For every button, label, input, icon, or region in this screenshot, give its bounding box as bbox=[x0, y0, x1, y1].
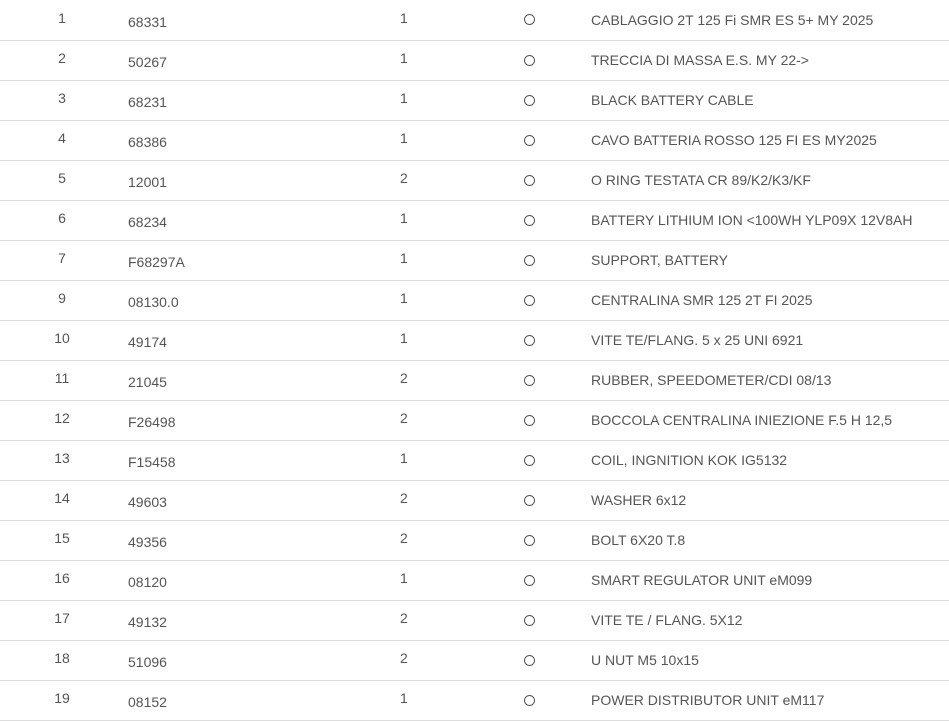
table-row bbox=[0, 360, 949, 400]
quantity-cell bbox=[400, 640, 524, 680]
select-cell bbox=[524, 400, 591, 440]
code-cell bbox=[128, 40, 400, 80]
select-radio[interactable] bbox=[524, 55, 535, 66]
position-cell bbox=[0, 560, 128, 600]
quantity-cell bbox=[400, 680, 524, 720]
description-cell bbox=[591, 440, 949, 480]
part-description: RUBBER, SPEEDOMETER/CDI 08/13 bbox=[591, 372, 832, 388]
part-code: 68234 bbox=[128, 214, 167, 230]
part-description: COIL, INGNITION KOK IG5132 bbox=[591, 452, 788, 468]
quantity-cell bbox=[400, 40, 524, 80]
position-number: 12 bbox=[54, 410, 70, 426]
position-cell bbox=[0, 240, 128, 280]
table-row bbox=[0, 480, 949, 520]
part-description: CABLAGGIO 2T 125 Fi SMR ES 5+ MY 2025 bbox=[591, 11, 874, 28]
position-number: 7 bbox=[58, 250, 66, 266]
quantity-cell bbox=[400, 240, 524, 280]
code-cell bbox=[128, 600, 400, 640]
table-row bbox=[0, 200, 949, 240]
position-number: 3 bbox=[58, 90, 66, 106]
description-cell bbox=[591, 80, 949, 120]
code-cell bbox=[128, 640, 400, 680]
quantity: 2 bbox=[400, 650, 408, 666]
table-row bbox=[0, 400, 949, 440]
quantity-cell bbox=[400, 360, 524, 400]
table-row bbox=[0, 40, 949, 80]
quantity: 1 bbox=[400, 450, 408, 466]
part-description: U NUT M5 10x15 bbox=[591, 652, 699, 668]
select-radio[interactable] bbox=[524, 14, 535, 25]
quantity-cell bbox=[400, 440, 524, 480]
quantity: 2 bbox=[400, 490, 408, 506]
table-row bbox=[0, 160, 949, 200]
select-cell bbox=[524, 520, 591, 560]
description-cell bbox=[591, 480, 949, 520]
select-cell bbox=[524, 480, 591, 520]
part-code: 51096 bbox=[128, 654, 167, 670]
quantity-cell bbox=[400, 160, 524, 200]
select-radio[interactable] bbox=[524, 535, 535, 546]
select-radio[interactable] bbox=[524, 455, 535, 466]
select-radio[interactable] bbox=[524, 215, 535, 226]
part-code: 08130.0 bbox=[128, 294, 179, 310]
position-number: 14 bbox=[54, 490, 70, 506]
part-description: TRECCIA DI MASSA E.S. MY 22-> bbox=[591, 52, 809, 68]
part-description: SMART REGULATOR UNIT eM099 bbox=[591, 572, 813, 588]
table-row bbox=[0, 520, 949, 560]
table-row bbox=[0, 440, 949, 480]
position-number: 2 bbox=[58, 50, 66, 66]
quantity: 1 bbox=[400, 130, 408, 146]
select-cell bbox=[524, 120, 591, 160]
part-description: O RING TESTATA CR 89/K2/K3/KF bbox=[591, 172, 811, 188]
description-cell bbox=[591, 240, 949, 280]
position-number: 17 bbox=[54, 610, 70, 626]
select-cell bbox=[524, 200, 591, 240]
part-description: SUPPORT, BATTERY bbox=[591, 252, 728, 268]
position-number: 5 bbox=[58, 170, 66, 186]
part-code: 68386 bbox=[128, 134, 167, 150]
code-cell bbox=[128, 320, 400, 360]
position-cell bbox=[0, 440, 128, 480]
part-code: 08120 bbox=[128, 574, 167, 590]
position-number: 18 bbox=[54, 650, 70, 666]
position-cell bbox=[0, 520, 128, 560]
quantity-cell bbox=[400, 600, 524, 640]
description-cell bbox=[591, 520, 949, 560]
table-row bbox=[0, 280, 949, 320]
code-cell bbox=[128, 480, 400, 520]
code-cell bbox=[128, 160, 400, 200]
position-cell bbox=[0, 120, 128, 160]
position-cell bbox=[0, 200, 128, 240]
quantity-cell bbox=[400, 80, 524, 120]
code-cell bbox=[128, 280, 400, 320]
select-cell bbox=[524, 680, 591, 720]
quantity-cell bbox=[400, 400, 524, 440]
part-description: BLACK BATTERY CABLE bbox=[591, 92, 754, 108]
select-radio[interactable] bbox=[524, 255, 535, 266]
position-number: 11 bbox=[54, 370, 70, 386]
select-radio[interactable] bbox=[524, 575, 535, 586]
description-cell bbox=[591, 320, 949, 360]
table-row bbox=[0, 240, 949, 280]
select-cell bbox=[524, 240, 591, 280]
description-cell bbox=[591, 0, 949, 40]
part-description: CENTRALINA SMR 125 2T FI 2025 bbox=[591, 292, 813, 308]
position-cell bbox=[0, 400, 128, 440]
part-code: 50267 bbox=[128, 54, 167, 70]
table-row bbox=[0, 640, 949, 680]
table-row bbox=[0, 680, 949, 720]
quantity: 1 bbox=[400, 9, 408, 26]
part-description: WASHER 6x12 bbox=[591, 492, 687, 508]
position-number: 4 bbox=[58, 130, 66, 146]
select-radio[interactable] bbox=[524, 295, 535, 306]
position-cell bbox=[0, 320, 128, 360]
position-number: 16 bbox=[54, 570, 70, 586]
part-code: 08152 bbox=[128, 694, 167, 710]
quantity-cell bbox=[400, 0, 524, 40]
part-description: POWER DISTRIBUTOR UNIT eM117 bbox=[591, 692, 825, 708]
position-number: 6 bbox=[58, 210, 66, 226]
position-number: 1 bbox=[58, 9, 66, 26]
select-cell bbox=[524, 320, 591, 360]
quantity-cell bbox=[400, 480, 524, 520]
part-description: VITE TE/FLANG. 5 x 25 UNI 6921 bbox=[591, 332, 804, 348]
part-description: BATTERY LITHIUM ION <100WH YLP09X 12V8AH bbox=[591, 212, 913, 228]
position-cell bbox=[0, 80, 128, 120]
description-cell bbox=[591, 160, 949, 200]
select-cell bbox=[524, 40, 591, 80]
quantity: 1 bbox=[400, 50, 408, 66]
quantity-cell bbox=[400, 320, 524, 360]
position-cell bbox=[0, 640, 128, 680]
position-number: 13 bbox=[54, 450, 70, 466]
quantity: 1 bbox=[400, 690, 408, 706]
select-radio[interactable] bbox=[524, 655, 535, 666]
table-row bbox=[0, 0, 949, 40]
select-cell bbox=[524, 600, 591, 640]
position-cell bbox=[0, 160, 128, 200]
select-radio[interactable] bbox=[524, 495, 535, 506]
code-cell bbox=[128, 0, 400, 40]
select-cell bbox=[524, 280, 591, 320]
table-row bbox=[0, 560, 949, 600]
position-number: 9 bbox=[58, 290, 66, 306]
select-cell bbox=[524, 0, 591, 40]
position-cell bbox=[0, 40, 128, 80]
position-cell bbox=[0, 280, 128, 320]
code-cell bbox=[128, 520, 400, 560]
part-description: BOCCOLA CENTRALINA INIEZIONE F.5 H 12,5 bbox=[591, 412, 893, 428]
position-number: 15 bbox=[54, 530, 70, 546]
code-cell bbox=[128, 680, 400, 720]
code-cell bbox=[128, 440, 400, 480]
code-cell bbox=[128, 360, 400, 400]
quantity-cell bbox=[400, 520, 524, 560]
part-code: 49132 bbox=[128, 614, 167, 630]
table-row bbox=[0, 120, 949, 160]
quantity: 2 bbox=[400, 410, 408, 426]
select-radio[interactable] bbox=[524, 135, 535, 146]
position-cell bbox=[0, 480, 128, 520]
quantity: 2 bbox=[400, 530, 408, 546]
part-code: F68297A bbox=[128, 254, 185, 270]
quantity: 1 bbox=[400, 290, 408, 306]
part-code: 49174 bbox=[128, 334, 167, 350]
select-cell bbox=[524, 440, 591, 480]
position-number: 10 bbox=[54, 330, 70, 346]
quantity: 2 bbox=[400, 610, 408, 626]
select-cell bbox=[524, 160, 591, 200]
quantity: 2 bbox=[400, 370, 408, 386]
description-cell bbox=[591, 600, 949, 640]
select-radio[interactable] bbox=[524, 695, 535, 706]
select-cell bbox=[524, 80, 591, 120]
description-cell bbox=[591, 40, 949, 80]
select-radio[interactable] bbox=[524, 415, 535, 426]
quantity-cell bbox=[400, 280, 524, 320]
table-row bbox=[0, 320, 949, 360]
part-description: CAVO BATTERIA ROSSO 125 FI ES MY2025 bbox=[591, 132, 877, 148]
description-cell bbox=[591, 640, 949, 680]
quantity: 1 bbox=[400, 570, 408, 586]
quantity-cell bbox=[400, 200, 524, 240]
description-cell bbox=[591, 680, 949, 720]
code-cell bbox=[128, 80, 400, 120]
select-cell bbox=[524, 640, 591, 680]
select-radio[interactable] bbox=[524, 95, 535, 106]
description-cell bbox=[591, 360, 949, 400]
select-radio[interactable] bbox=[524, 375, 535, 386]
part-code: 49603 bbox=[128, 494, 167, 510]
position-cell bbox=[0, 600, 128, 640]
part-code: 68331 bbox=[128, 13, 167, 30]
position-number: 19 bbox=[54, 690, 70, 706]
description-cell bbox=[591, 560, 949, 600]
description-cell bbox=[591, 400, 949, 440]
quantity: 1 bbox=[400, 330, 408, 346]
position-cell bbox=[0, 360, 128, 400]
part-description: VITE TE / FLANG. 5X12 bbox=[591, 612, 743, 628]
quantity: 2 bbox=[400, 170, 408, 186]
part-code: 12001 bbox=[128, 174, 167, 190]
part-code: F15458 bbox=[128, 454, 176, 470]
quantity: 1 bbox=[400, 90, 408, 106]
code-cell bbox=[128, 560, 400, 600]
table-row bbox=[0, 600, 949, 640]
code-cell bbox=[128, 400, 400, 440]
select-cell bbox=[524, 560, 591, 600]
position-cell bbox=[0, 680, 128, 720]
description-cell bbox=[591, 280, 949, 320]
quantity-cell bbox=[400, 560, 524, 600]
select-radio[interactable] bbox=[524, 615, 535, 626]
select-radio[interactable] bbox=[524, 335, 535, 346]
quantity: 1 bbox=[400, 250, 408, 266]
part-code: 68231 bbox=[128, 94, 167, 110]
code-cell bbox=[128, 240, 400, 280]
quantity-cell bbox=[400, 120, 524, 160]
description-cell bbox=[591, 200, 949, 240]
code-cell bbox=[128, 200, 400, 240]
table-row bbox=[0, 80, 949, 120]
description-cell bbox=[591, 120, 949, 160]
quantity: 1 bbox=[400, 210, 408, 226]
part-code: 49356 bbox=[128, 534, 167, 550]
select-radio[interactable] bbox=[524, 175, 535, 186]
code-cell bbox=[128, 120, 400, 160]
part-code: F26498 bbox=[128, 414, 176, 430]
position-cell bbox=[0, 0, 128, 40]
select-cell bbox=[524, 360, 591, 400]
part-description: BOLT 6X20 T.8 bbox=[591, 532, 686, 548]
part-code: 21045 bbox=[128, 374, 167, 390]
